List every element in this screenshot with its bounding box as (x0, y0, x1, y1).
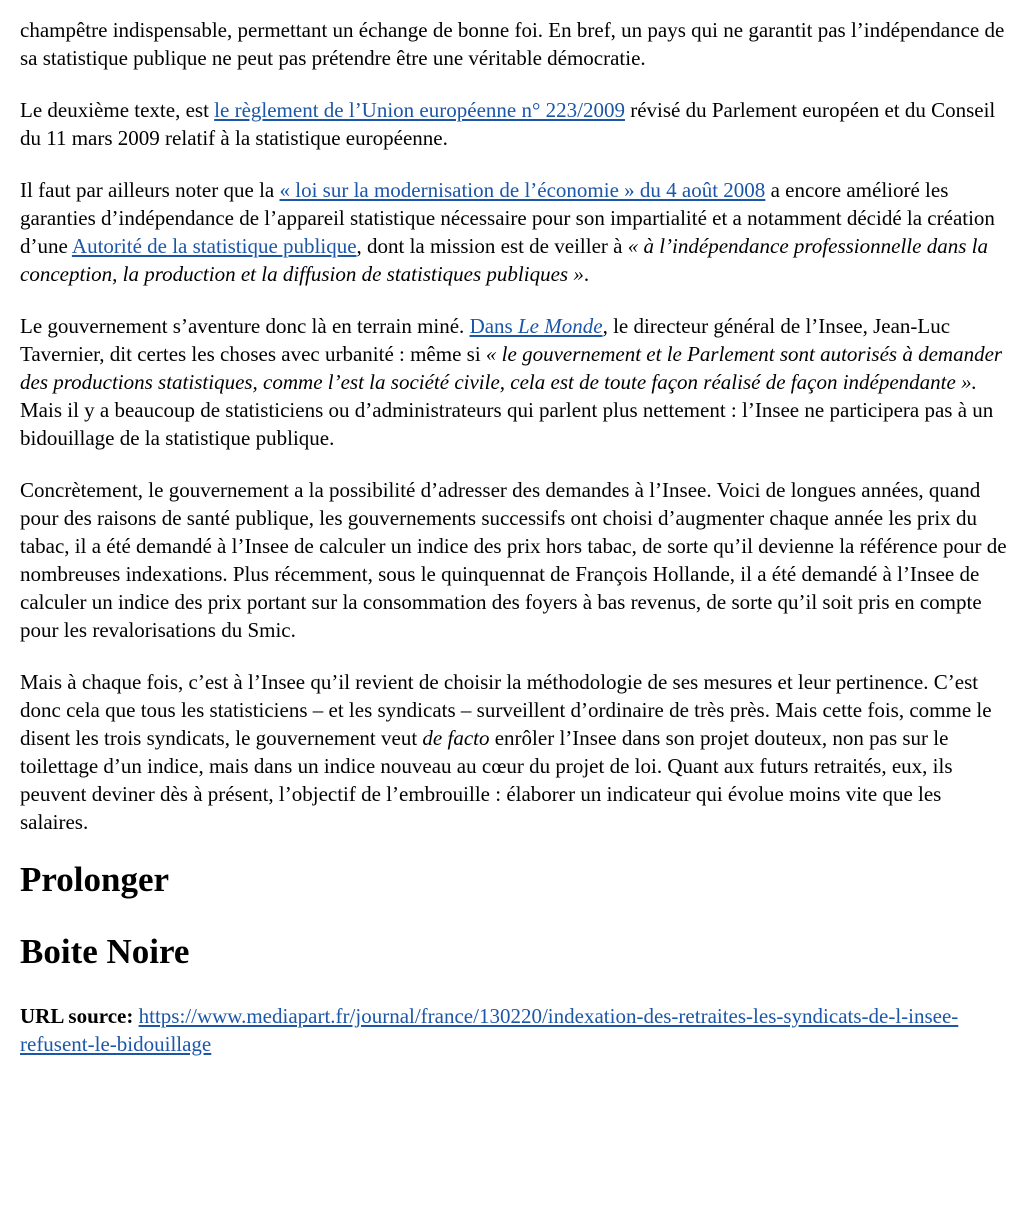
heading-prolonger: Prolonger (20, 860, 170, 899)
paragraph-3-quote: « à l’indépendance professionnelle dans la conception, la production et la diffusion de statistiques publiques » (20, 234, 988, 286)
paragraph-6-text-a: Mais à chaque fois, c’est à l’Insee qu’il revient de choisir la méthodologie de ses mesures et leur pertinence. C’est donc cela que tous les statisticiens – et les syndicats – surveillent d’ordinaire de très près. Mais cette fois, comme le disent les trois syndicats, le gouvernement veut (20, 670, 992, 750)
paragraph-6 (20, 668, 1012, 836)
paragraph-3-text-b: a encore amélioré les garanties d’indépendance de l’appareil statistique nécessaire pour son impartialité et a notamment décidé la création d’une (20, 178, 995, 258)
le-monde-link-title: Le Monde (517, 314, 603, 338)
source-label: URL source: (20, 1004, 134, 1028)
paragraph-3-text-c: , dont la mission est de veiller à (356, 234, 628, 258)
paragraph-1-text: champêtre indispensable, permettant un échange de bonne foi. En bref, un pays qui ne garantit pas l’indépendance de sa statistique publique ne peut pas prétendre être une véritable démocratie. (20, 18, 1005, 70)
le-monde-link[interactable] (470, 314, 603, 338)
paragraph-4-text-a: Le gouvernement s’aventure donc là en terrain miné. (20, 314, 470, 338)
statistics-authority-link[interactable]: Autorité de la statistique publique (71, 234, 357, 258)
paragraph-4-quote: « le gouvernement et le Parlement sont autorisés à demander des productions statistiques, comme l’est la société civile, cela est de toute façon réalisé de façon indépendante ». (20, 342, 1003, 394)
paragraph-4-text-c: Mais il y a beaucoup de statisticiens ou d’administrateurs qui parlent plus nettement : l’Insee ne participera pas à un bidouillage de la statistique publique. (20, 398, 994, 450)
paragraph-1 (20, 16, 1012, 72)
paragraph-2-text-b: révisé du Parlement européen et du Conseil du 11 mars 2009 relatif à la statistique européenne. (20, 98, 996, 150)
paragraph-6-emphasis: de facto (422, 726, 490, 750)
source-url-link[interactable]: https://www.mediapart.fr/journal/france/130220/indexation-des-retraites-les-syndicats-de-l-insee-refusent-le-bidouillage (20, 1004, 959, 1056)
heading-boite-noire: Boite Noire (20, 932, 190, 971)
paragraph-4-text-b: , le directeur général de l’Insee, Jean-Luc Tavernier, dit certes les choses avec urbanité : même si (20, 314, 951, 366)
paragraph-2-text-a: Le deuxième texte, est (20, 98, 215, 122)
paragraph-2 (20, 96, 1012, 152)
source-line (20, 1002, 1012, 1058)
economy-law-link[interactable]: « loi sur la modernisation de l’économie » du 4 août 2008 (279, 178, 766, 202)
eu-regulation-link[interactable]: le règlement de l’Union européenne n° 223/2009 (214, 98, 625, 122)
paragraph-6-text-b: enrôler l’Insee dans son projet douteux, non pas sur le toilettage d’un indice, mais dans un indice nouveau au cœur du projet de loi. Quant aux futurs retraités, eux, ils peuvent deviner dès à présent, l’objectif de l’embrouille : élaborer un indicateur qui évolue moins vite que les salaires. (20, 726, 953, 834)
article-body (0, 16, 1012, 1058)
le-monde-link-prefix: Dans (469, 314, 518, 338)
paragraph-5-text: Concrètement, le gouvernement a la possibilité d’adresser des demandes à l’Insee. Voici de longues années, quand pour des raisons de santé publique, les gouvernements successifs ont choisi d’augmenter chaque année les prix du tabac, il a été demandé à l’Insee de calculer un indice des prix hors tabac, de sorte qu’il devienne la référence pour de nombreuses indexations. Plus récemment, sous le quinquennat de François Hollande, il a été demandé à l’Insee de calculer un indice des prix portant sur la consommation des foyers à bas revenus, de sorte qu’il soit pris en compte pour les revalorisations du Smic. (20, 478, 1007, 642)
paragraph-3 (20, 176, 1012, 288)
paragraph-3-text-d: . (583, 262, 590, 286)
paragraph-4 (20, 312, 1012, 452)
paragraph-3-text-a: Il faut par ailleurs noter que la (20, 178, 280, 202)
paragraph-5 (20, 476, 1012, 644)
